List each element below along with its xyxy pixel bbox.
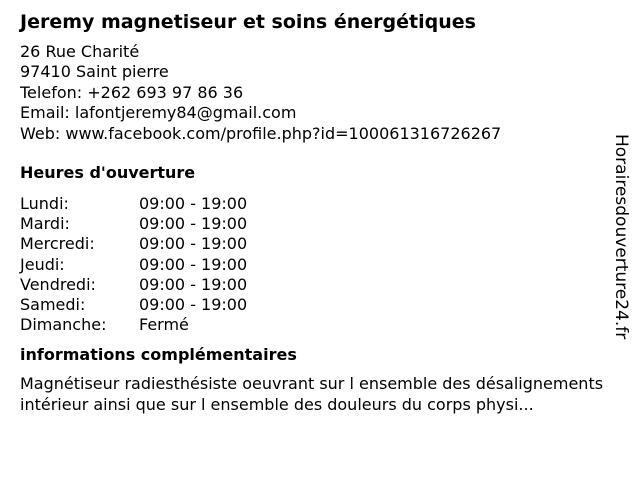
opening-hours-heading: Heures d'ouverture xyxy=(20,163,196,183)
hours-day: Mercredi: xyxy=(20,234,95,254)
phone-line: Telefon: +262 693 97 86 36 xyxy=(20,82,244,102)
additional-info-text: Magnétiseur radiesthésiste oeuvrant sur l ensemble des désalignements intérieur ainsi que sur l ensemble des douleurs du corps physi... xyxy=(20,374,604,414)
business-name: Jeremy magnetiseur et soins énergétiques xyxy=(20,11,476,33)
hours-time: 09:00 - 19:00 xyxy=(139,234,248,254)
hours-time: 09:00 - 19:00 xyxy=(139,214,248,234)
hours-time: 09:00 - 19:00 xyxy=(139,254,248,274)
hours-row-lundi xyxy=(20,194,610,214)
hours-row-dimanche xyxy=(20,315,610,335)
additional-info-heading: informations complémentaires xyxy=(20,345,297,365)
hours-time: 09:00 - 19:00 xyxy=(139,194,248,214)
hours-day: Vendredi: xyxy=(20,274,96,294)
hours-day: Lundi: xyxy=(20,194,69,214)
hours-row-mardi xyxy=(20,214,610,234)
opening-hours-table xyxy=(20,194,610,335)
hours-row-vendredi xyxy=(20,275,610,295)
hours-time: 09:00 - 19:00 xyxy=(139,295,248,315)
business-card xyxy=(20,10,610,415)
email-line: Email: lafontjeremy84@gmail.com xyxy=(20,103,297,123)
hours-day: Mardi: xyxy=(20,214,70,234)
hours-row-jeudi xyxy=(20,255,610,275)
city-postcode: 97410 Saint pierre xyxy=(20,62,169,82)
hours-day: Dimanche: xyxy=(20,315,107,335)
hours-row-samedi xyxy=(20,295,610,315)
hours-day: Samedi: xyxy=(20,295,86,315)
hours-day: Jeudi: xyxy=(20,254,65,274)
address-block xyxy=(20,42,610,144)
hours-time: 09:00 - 19:00 xyxy=(139,274,248,294)
site-watermark: Horairesdouverture24.fr xyxy=(611,134,631,340)
web-line: Web: www.facebook.com/profile.php?id=100061316726267 xyxy=(20,123,502,143)
street-address: 26 Rue Charité xyxy=(20,42,140,61)
hours-time: Fermé xyxy=(139,315,189,335)
hours-row-mercredi xyxy=(20,234,610,254)
